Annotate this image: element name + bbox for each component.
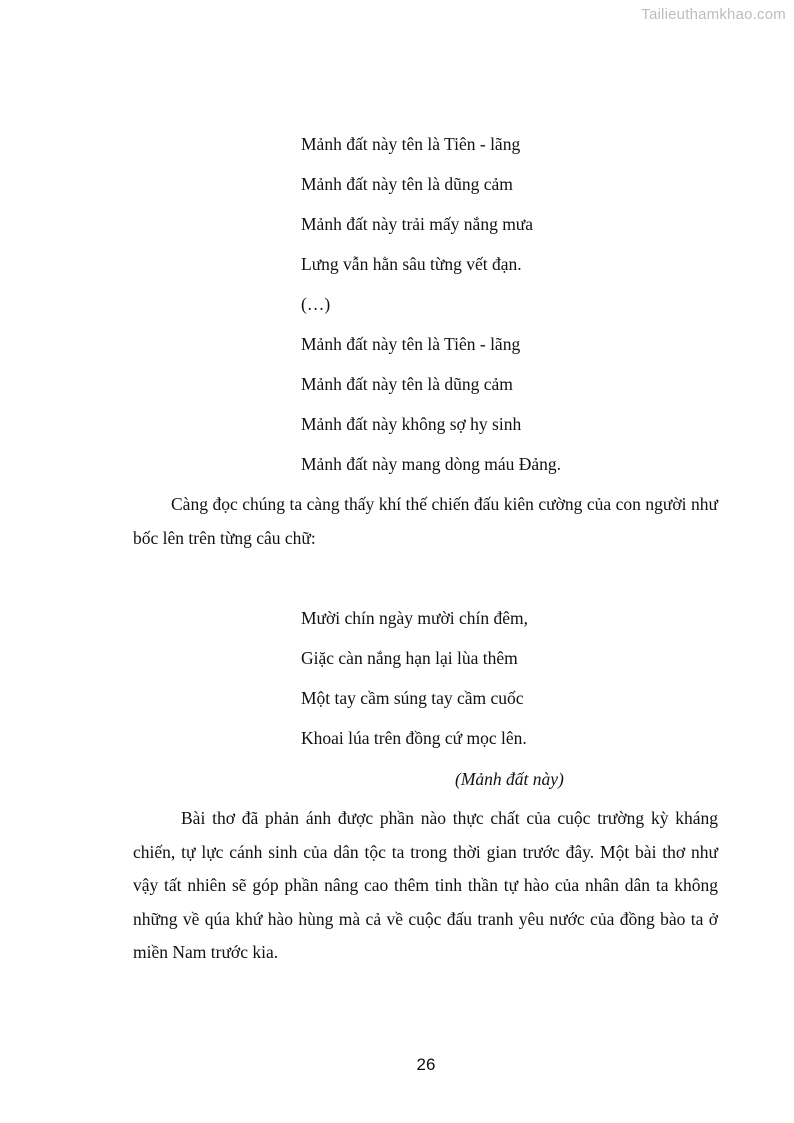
verse-line: Mảnh đất này tên là dũng cảm xyxy=(301,174,513,194)
verse-line: Mảnh đất này tên là Tiên - lãng xyxy=(301,134,521,154)
verse-line: Giặc càn nắng hạn lại lùa thêm xyxy=(301,648,518,668)
verse-line: Một tay cầm súng tay cầm cuốc xyxy=(301,688,524,708)
verse-line: Lưng vẫn hằn sâu từng vết đạn. xyxy=(301,254,522,274)
poem-stanza-2 xyxy=(301,608,528,768)
body-paragraph-2: Bài thơ đã phản ánh được phần nào thực chất của cuộc trường kỳ kháng chiến, tự lực cánh sinh của dân tộc ta trong thời gian trước đây. Một bài thơ như vậy tất nhiên sẽ góp phần nâng cao thêm tinh thần tự hào của nhân dân ta không những về qúa khứ hào hùng mà cả về cuộc đấu tranh yêu nước của đồng bào ta ở miền Nam trước kia. xyxy=(133,808,718,963)
verse-line: Mảnh đất này tên là dũng cảm xyxy=(301,374,513,394)
verse-line: Mảnh đất này mang dòng máu Đảng. xyxy=(301,454,562,474)
poem-stanza-1 xyxy=(301,134,561,494)
watermark-text: Tailieuthamkhao.com xyxy=(641,6,786,23)
verse-line: Mảnh đất này trải mấy nắng mưa xyxy=(301,214,534,234)
verse-line: Mảnh đất này không sợ hy sinh xyxy=(301,414,522,434)
poem-source-citation: (Mảnh đất này) xyxy=(455,769,564,789)
verse-line: Khoai lúa trên đồng cứ mọc lên. xyxy=(301,728,527,748)
verse-line: Mảnh đất này tên là Tiên - lãng xyxy=(301,334,521,354)
verse-line: Mười chín ngày mười chín đêm, xyxy=(301,608,529,628)
page-number: 26 xyxy=(416,1055,436,1074)
verse-ellipsis: (…) xyxy=(301,294,331,314)
body-paragraph-1: Càng đọc chúng ta càng thấy khí thế chiến đấu kiên cường của con người như bốc lên trên từng câu chữ: xyxy=(133,494,718,548)
